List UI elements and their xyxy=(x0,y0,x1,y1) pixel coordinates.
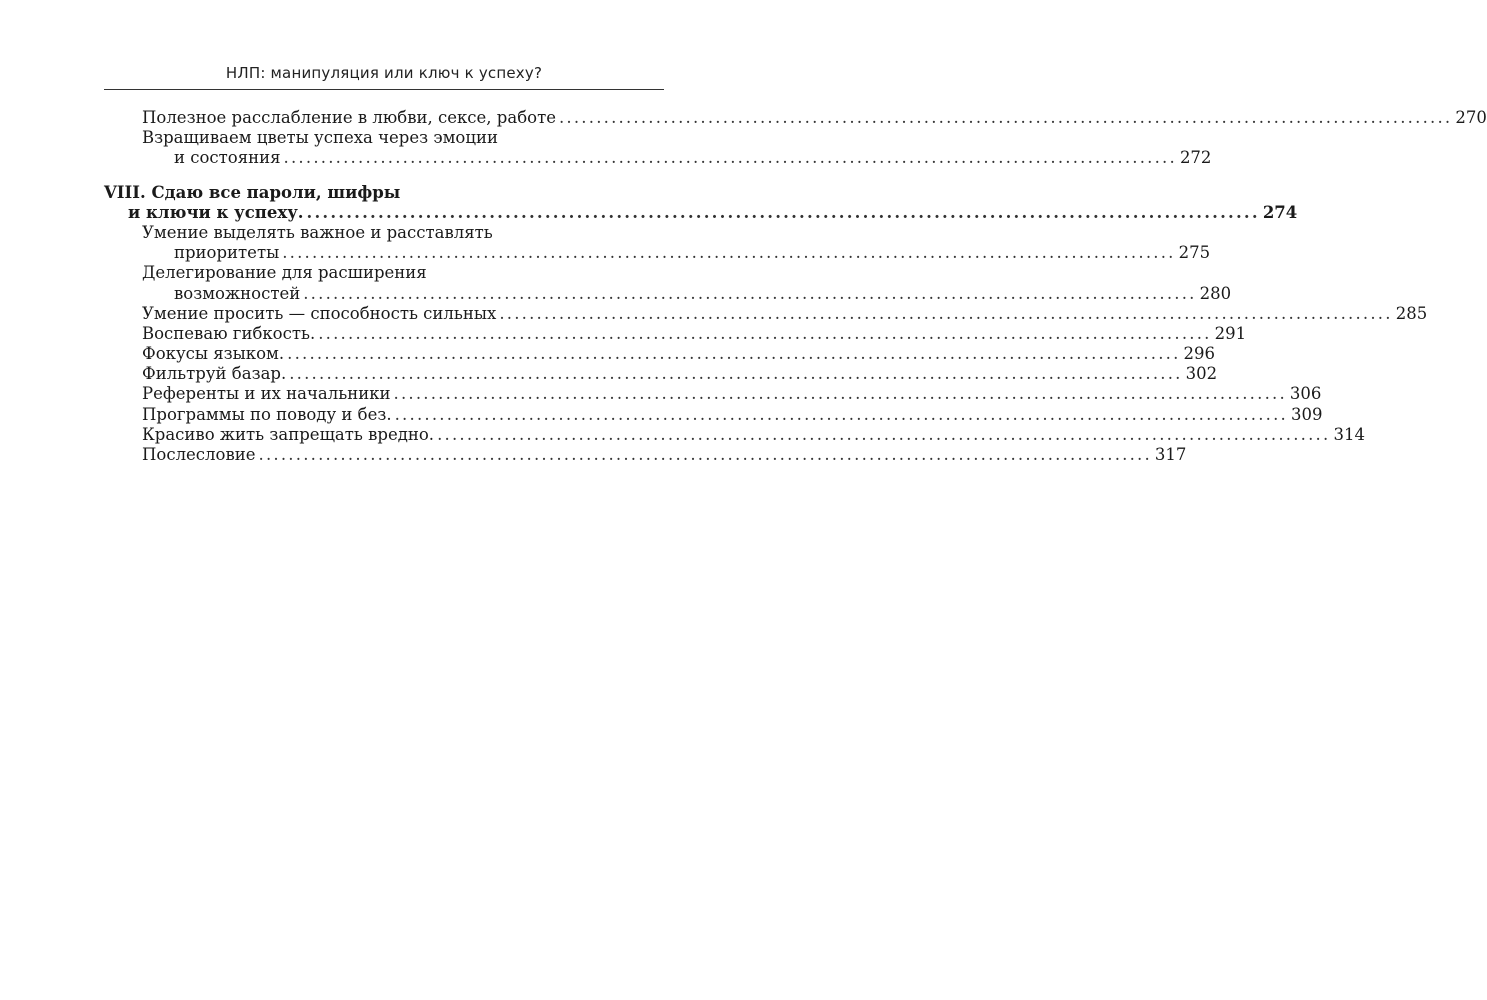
chapter-title-line2: и ключи к успеху. xyxy=(128,202,304,222)
toc-entry-page: 275 xyxy=(1178,243,1211,263)
section-gap xyxy=(104,169,664,183)
toc-leader: ........................................................................................................................ xyxy=(306,202,1260,222)
toc-entry xyxy=(104,445,1187,465)
toc-entry xyxy=(104,243,1211,263)
toc-entry xyxy=(104,148,1212,168)
toc-leader: ........................................................................................................................ xyxy=(318,323,1212,343)
toc-leader: ........................................................................................................................ xyxy=(258,445,1152,464)
toc-entry-title: Фокусы языком. xyxy=(142,344,285,364)
toc-entry-title: Референты и их начальники xyxy=(142,384,391,404)
toc-entry-title: Фильтруй базар. xyxy=(142,364,287,384)
running-head: НЛП: манипуляция или ключ к успеху? xyxy=(225,64,543,82)
toc-entry-page: 314 xyxy=(1333,424,1365,444)
chapter-page: 274 xyxy=(1262,202,1298,222)
toc-entry-title-line1: Взращиваем цветы успеха через эмоции xyxy=(142,128,498,148)
toc-entry-page: 296 xyxy=(1183,344,1216,364)
chapter-title-line1: VIII. Сдаю все пароли, шифры xyxy=(104,182,401,202)
toc-entry-title: Полезное расслабление в любви, сексе, работе xyxy=(142,108,556,127)
toc-entry xyxy=(104,303,1428,324)
toc-entry-title: Программы по поводу и без. xyxy=(142,404,392,424)
toc-leader: ........................................................................................................................ xyxy=(287,344,1181,364)
toc-leader: ........................................................................................................................ xyxy=(558,108,1453,127)
toc-entry-title-line2: возможностей xyxy=(174,283,301,303)
toc-entry-page: 291 xyxy=(1214,323,1247,343)
toc-entry xyxy=(104,108,1487,128)
toc-entry xyxy=(104,404,1323,425)
toc-entry-page: 280 xyxy=(1199,283,1232,303)
toc-entry xyxy=(104,424,1365,445)
toc-entry-title: Воспеваю гибкость. xyxy=(142,323,316,343)
toc-entry xyxy=(104,364,1218,384)
toc-entry xyxy=(104,323,1247,344)
toc-leader: ........................................................................................................................ xyxy=(437,424,1331,444)
chapter-entry xyxy=(104,202,1298,223)
toc-entry xyxy=(104,344,1216,364)
toc-entry-page: 302 xyxy=(1185,364,1218,384)
toc-entry-title-line2: приоритеты xyxy=(174,243,280,263)
toc-leader: ........................................................................................................................ xyxy=(289,364,1183,384)
toc-leader: ........................................................................................................................ xyxy=(283,148,1177,168)
toc-entry xyxy=(104,283,1232,304)
toc-entry-title: Послесловие xyxy=(142,445,256,464)
toc-entry-page: 270 xyxy=(1455,108,1487,127)
toc-entry-page: 306 xyxy=(1289,384,1322,404)
toc-entry-page: 317 xyxy=(1154,445,1187,464)
toc-entry-title-line1: Делегирование для расширения xyxy=(142,263,427,283)
toc-leader: ........................................................................................................................ xyxy=(394,404,1288,424)
toc-entry xyxy=(104,384,1322,404)
toc-entry-title-line1: Умение выделять важное и расставлять xyxy=(142,222,493,242)
toc-leader: ........................................................................................................................ xyxy=(303,283,1197,303)
toc-leader: ........................................................................................................................ xyxy=(499,303,1393,323)
toc-leader: ........................................................................................................................ xyxy=(282,243,1176,263)
toc-entry-title-line2: и состояния xyxy=(174,148,281,168)
toc-leader: ........................................................................................................................ xyxy=(393,384,1287,404)
toc-entry-page: 272 xyxy=(1179,148,1212,168)
toc-entry-page: 309 xyxy=(1291,404,1323,424)
toc-entry-title: Красиво жить запрещать вредно. xyxy=(142,424,435,444)
table-of-contents xyxy=(104,108,1487,465)
toc-entry-page: 285 xyxy=(1395,303,1428,323)
header-rule xyxy=(104,89,664,90)
toc-entry-title: Умение просить — способность сильных xyxy=(142,303,497,323)
